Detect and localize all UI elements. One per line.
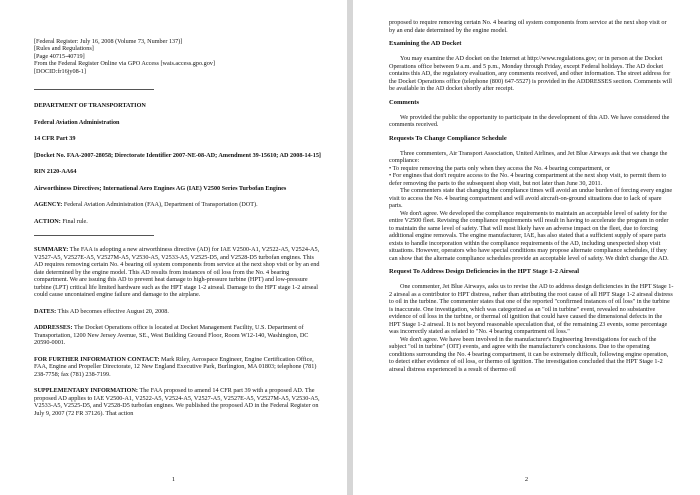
addresses-label: ADDRESSES: [34, 324, 73, 332]
action-paragraph [34, 218, 321, 226]
rin-number: RIN 2120-AA64 [34, 168, 77, 176]
department-heading: DEPARTMENT OF TRANSPORTATION [34, 102, 146, 110]
design-paragraph: One commenter, Jet Blue Airways, asks us to revise the AD to address design deficiencies in the HPT Stage 1-2 airseal as a contributor to HPT distress, rather than attributing the root cause of all HPT Stage 1-2 airseal distress to oil in the turbine. The commenter states that one of the reported "confirmed instances of oil loss" in the turbine is inaccurate. One investigation, which was categorized as an "oil in turbine" event, revealed no substantive evidence of oil loss in the turbine, or thermal oil ignition that could have caused the dimensional defects in the HPT Stage 1-2 airseal. It is not beyond reasonable speculation that, of the remaining 23 events, some percentage was incorrectly stated as related to "No. 4 bearing compartment oil loss." [389, 283, 674, 335]
agency-paragraph [34, 201, 321, 209]
agency-label: AGENCY: [34, 201, 63, 209]
section-heading-design: Request To Address Design Deficiencies in the HPT Stage 1-2 Airseal [389, 268, 580, 275]
dates-text: This AD becomes effective August 20, 2008. [57, 307, 169, 315]
summary-paragraph [34, 246, 321, 299]
document-page-2 [353, 0, 700, 495]
addresses-paragraph [34, 324, 321, 347]
agency-text: Federal Aviation Administration (FAA), Department of Transportation (DOT). [63, 201, 258, 209]
addresses-text: The Docket Operations office is located at Docket Management Facility, U.S. Department of Transportation, 1200 New Jersey Avenue, SE., West Building Ground Floor, Room W12-140, Washington, DC 20590-0001. [34, 324, 309, 347]
dates-paragraph [34, 308, 321, 316]
header-line: [Page 40715-40719] [34, 52, 85, 60]
supplementary-text: The FAA proposed to amend 14 CFR part 39 with a proposed AD. The proposed AD applies to IAE V2500-A1, V2522-A5, V2524-A5, V2527-A5, V2527E-A5, V2527M-A5, V2530-A5, V2533-A5, V2525-D5, and V2528-D5 turbofan engines. We published the proposed AD in the Federal Register on July 9, 2007 (72 FR 37126). That action [34, 387, 320, 417]
action-label: ACTION: [34, 217, 61, 225]
document-title: Airworthiness Directives; International Aero Engines AG (IAE) V2500 Series Turbofan Engines [34, 184, 287, 192]
cfr-part: 14 CFR Part 39 [34, 135, 76, 143]
requests-intro: Three commenters, Air Transport Association, United Airlines, and Jet Blue Airways ask that we change the compliance: [389, 149, 668, 164]
examining-paragraph: You may examine the AD docket on the Internet at http://www.regulations.gov; or in person at the Docket Operations office between 9 a.m. and 5 p.m., Monday through Friday, except Federal holidays. The AD docket contains this AD, the regulatory evaluation, any comments received, and other information. The street address for the Docket Operations office (telephone (800) 647-5527) is provided in the ADDRESSES section. Comments will be available in the AD docket shortly after receipt. [389, 55, 672, 92]
docket-number: [Docket No. FAA-2007-28058; Directorate Identifier 2007-NE-08-AD; Amendment 39-15610; AD 2008-14-15] [34, 151, 321, 159]
contact-paragraph [34, 356, 321, 379]
summary-text: The FAA is adopting a new airworthiness directive (AD) for IAE V2500-A1, V2522-A5, V2524-A5, V2527-A5, V2527E-A5, V2527M-A5, V2530-A5, V2533-A5, V2525-D5, and V2528-D5 turbofan engines. This AD requires removing certain No. 4 bearing oil system components from service at the next shop visit or by an end date determined by the engine model. This AD results from instances of oil loss from the No. 4 bearing compartment. We are issuing this AD to prevent heat damage to high-pressure turbine (HPT) and low-pressure turbine (LPT) critical life limited hardware such as the HPT stage 1-2 airseal. Damage to the HPT stage 1-2 airseal could cause uncontained engine failure and damage to the airplane. [34, 246, 320, 299]
section-heading-comments: Comments [389, 98, 419, 106]
dates-label: DATES: [34, 307, 57, 315]
contact-text: Mark Riley, Aerospace Engineer, Engine Certification Office, FAA, Engine and Propeller Directorate, 12 New England Executive Park, Burlington, MA 01803; telephone (781) 238-7758; fax (781) 238-7199. [34, 355, 317, 378]
supplementary-label: SUPPLEMENTARY INFORMATION: [34, 387, 138, 395]
page-number: 2 [353, 472, 700, 483]
federal-register-header [34, 38, 321, 75]
requests-paragraph: The commenters state that changing the compliance times will avoid an undue burden of forcing every engine visit to access the No. 4 bearing compartment and will avoid aircraft-on-ground situations due to lack of spare parts. [389, 187, 673, 209]
requests-response-paragraph: We don't agree. We developed the compliance requirements to maintain an acceptable level of safety for the entire V2500 fleet. Revising the compliance requirements will result in having to accelerate the program in order to maintain the same level of safety. That will most likely have an adverse impact on the fleet, due to forcing additional engine removals. The engine manufacturer, IAE, has also stated that a sufficient supply of spare parts exists to handle incorporation within the compliance requirements of the AD, including unexpected shop visit situations. However, operators who have special conditions may propose alternate compliance schedules, if they can show that the alternate compliance schedules provide an acceptable level of safety. We didn't change the AD. [389, 209, 669, 262]
header-line: [Federal Register: July 16, 2008 (Volume 73, Number 137)] [34, 38, 183, 45]
action-text: Final rule. [62, 217, 88, 225]
header-line: From the Federal Register Online via GPO Access [wais.access.gpo.gov] [34, 60, 215, 68]
header-line: [Rules and Regulations] [34, 45, 94, 53]
bullet-item: • To require removing the parts only when they access the No. 4 bearing compartment, or [389, 164, 611, 172]
continued-paragraph: proposed to require removing certain No. 4 bearing oil system components from service at the next shop visit or by an end date determined by the engine model. [389, 19, 667, 34]
section-heading-compliance: Requests To Change Compliance Schedule [389, 134, 507, 142]
page-number: 1 [171, 476, 176, 483]
section-heading-examining: Examining the AD Docket [389, 40, 462, 47]
document-page-1 [0, 0, 347, 495]
agency-heading: Federal Aviation Administration [34, 118, 120, 126]
summary-label: SUMMARY: [34, 246, 69, 254]
divider-rule [34, 89, 154, 90]
header-line: [DOCID:fr16jy08-1] [34, 67, 86, 75]
contact-label: FOR FURTHER INFORMATION CONTACT: [34, 355, 160, 363]
bullet-item: • For engines that don't require access to the No. 4 bearing compartment at the next shop visit, to permit them to defer removing the parts to the subsequent shop visit, but not later than June 30, 2011. [389, 172, 667, 187]
design-response-paragraph: We don't agree. We have been involved in the manufacturer's Engineering Investigations for each of the subject "oil in turbine" (OIT) events, and agree with the manufacturer's conclusions. Due to the operating conditions surrounding the No. 4 bearing compartment, it can be extremely difficult, following engine operation, to detect either evidence of oil loss, or thermo oil ignition. The investigation concluded that the HPT Stage 1-2 airseal distress experienced is a result of thermo oil [389, 335, 669, 373]
comments-paragraph: We provided the public the opportunity to participate in the development of this AD. We have considered the comments received. [389, 113, 670, 128]
divider-rule [34, 235, 154, 236]
supplementary-paragraph [34, 387, 321, 417]
